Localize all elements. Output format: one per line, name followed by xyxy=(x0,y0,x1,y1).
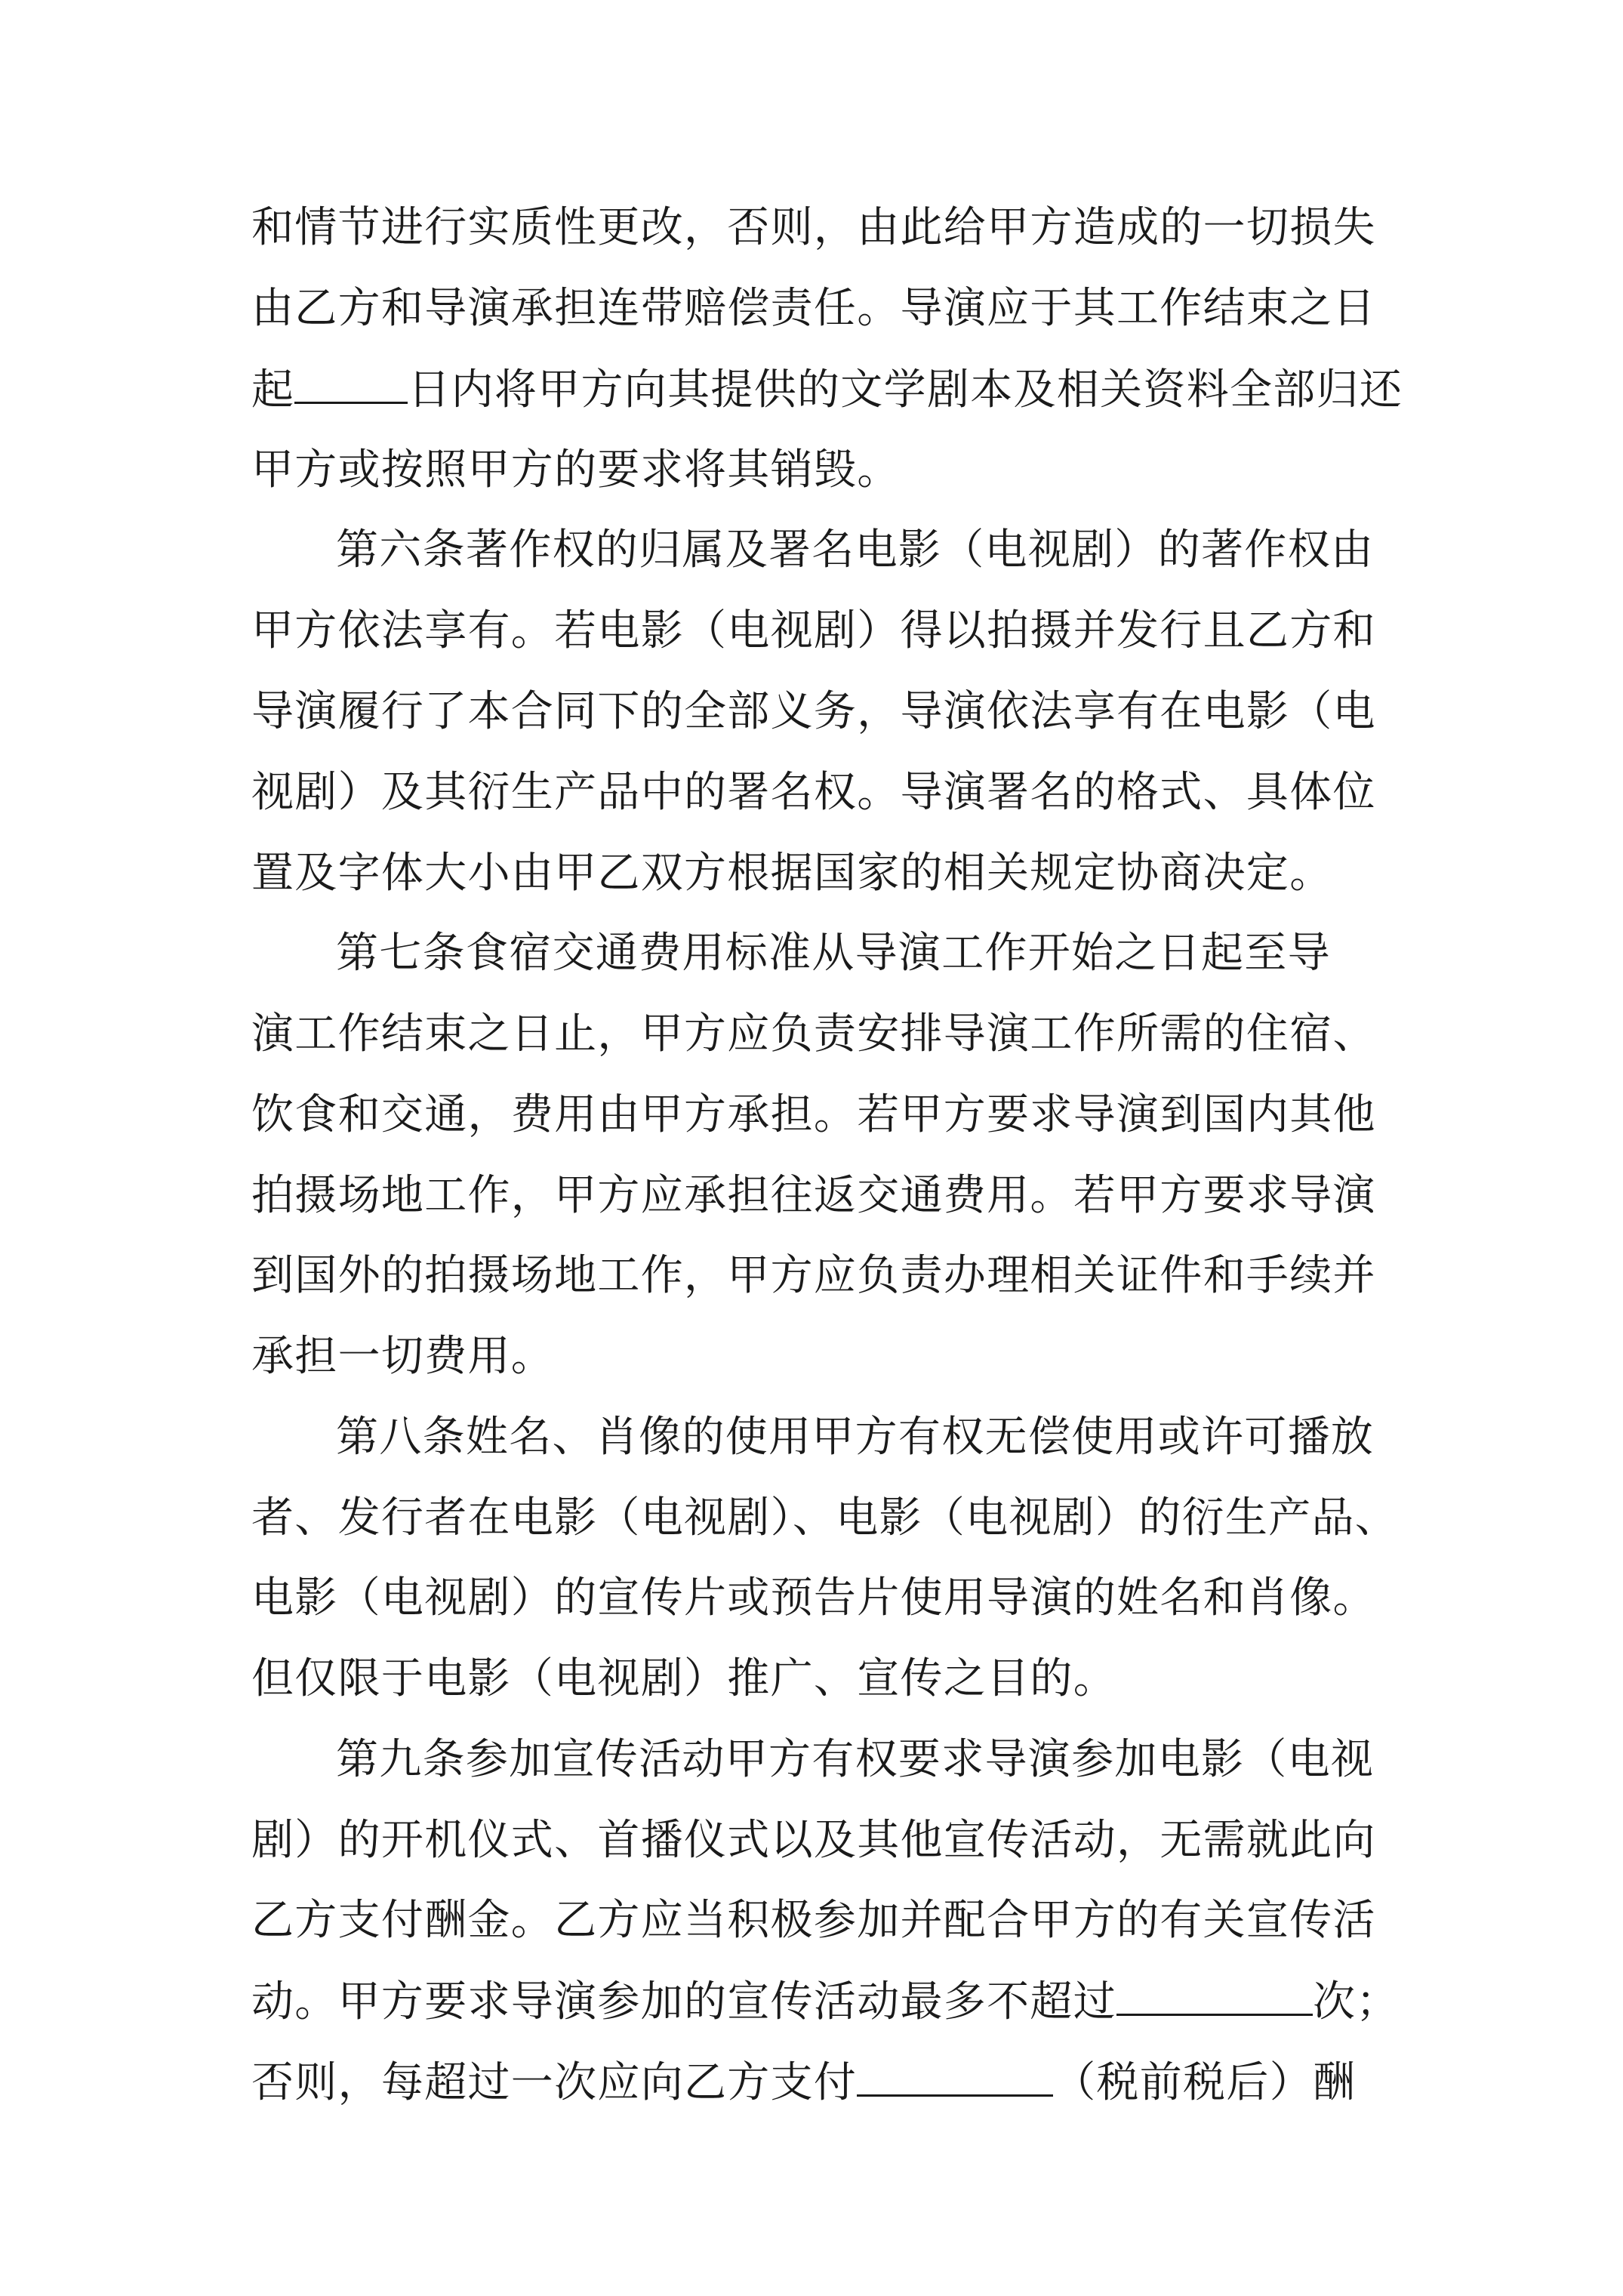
text-line xyxy=(251,1971,1400,2032)
fill-in-blank[interactable] xyxy=(857,2052,1053,2097)
text-line: 剧）的开机仪式、首播仪式以及其他宣传活动，无需就此向 xyxy=(251,1816,1376,1865)
text-line: 演工作结束之日止，甲方应负责安排导演工作所需的住宿、 xyxy=(251,1009,1376,1059)
text-line: 者、发行者在电影（电视剧）、电影（电视剧）的衍生产品、 xyxy=(251,1493,1399,1542)
text-fragment: 动。甲方要求导演参加的宣传活动最多不超过 xyxy=(251,1977,1116,2026)
text-line: 甲方或按照甲方的要求将其销毁。 xyxy=(251,445,901,495)
text-fragment: 日内将甲方向其提供的文学剧本及相关资料全部归还 xyxy=(408,365,1403,415)
text-line xyxy=(251,2052,1356,2113)
text-fragment: （税前税后）酬 xyxy=(1053,2058,1357,2107)
text-line: 承担一切费用。 xyxy=(251,1332,555,1381)
paragraph-first-line: 第八条姓名、肖像的使用甲方有权无偿使用或许可播放 xyxy=(336,1413,1375,1462)
text-line: 甲方依法享有。若电影（电视剧）得以拍摄并发行且乙方和 xyxy=(251,606,1376,655)
text-line: 导演履行了本合同下的全部义务，导演依法享有在电影（电 xyxy=(251,687,1376,736)
text-line: 由乙方和导演承担连带赔偿责任。导演应于其工作结束之日 xyxy=(251,284,1376,333)
text-line: 电影（电视剧）的宣传片或预告片使用导演的姓名和肖像。 xyxy=(251,1573,1376,1623)
fill-in-blank[interactable] xyxy=(1116,1971,1313,2016)
text-line: 和情节进行实质性更改，否则，由此给甲方造成的一切损失 xyxy=(251,203,1376,252)
text-fragment: 次； xyxy=(1313,1977,1400,2026)
text-line: 视剧）及其衍生产品中的署名权。导演署名的格式、具体位 xyxy=(251,768,1376,817)
text-line: 但仅限于电影（电视剧）推广、宣传之目的。 xyxy=(251,1654,1116,1703)
fill-in-blank[interactable] xyxy=(294,359,408,404)
text-fragment: 否则，每超过一次应向乙方支付 xyxy=(251,2058,858,2107)
paragraph-first-line: 第六条著作权的归属及署名电影（电视剧）的著作权由 xyxy=(336,525,1375,575)
text-line: 到国外的拍摄场地工作，甲方应负责办理相关证件和手续并 xyxy=(251,1251,1376,1300)
text-line: 置及字体大小由甲乙双方根据国家的相关规定协商决定。 xyxy=(251,849,1333,898)
paragraph-first-line: 第七条食宿交通费用标准从导演工作开始之日起至导 xyxy=(336,929,1331,978)
text-line xyxy=(251,359,1403,420)
text-line: 乙方支付酬金。乙方应当积极参加并配合甲方的有关宣传活 xyxy=(251,1896,1376,1945)
text-line: 拍摄场地工作，甲方应承担往返交通费用。若甲方要求导演 xyxy=(251,1171,1376,1220)
text-fragment: 起 xyxy=(251,365,295,415)
text-line: 饮食和交通，费用由甲方承担。若甲方要求导演到国内其他 xyxy=(251,1090,1376,1139)
paragraph-first-line: 第九条参加宣传活动甲方有权要求导演参加电影（电视 xyxy=(336,1735,1375,1784)
